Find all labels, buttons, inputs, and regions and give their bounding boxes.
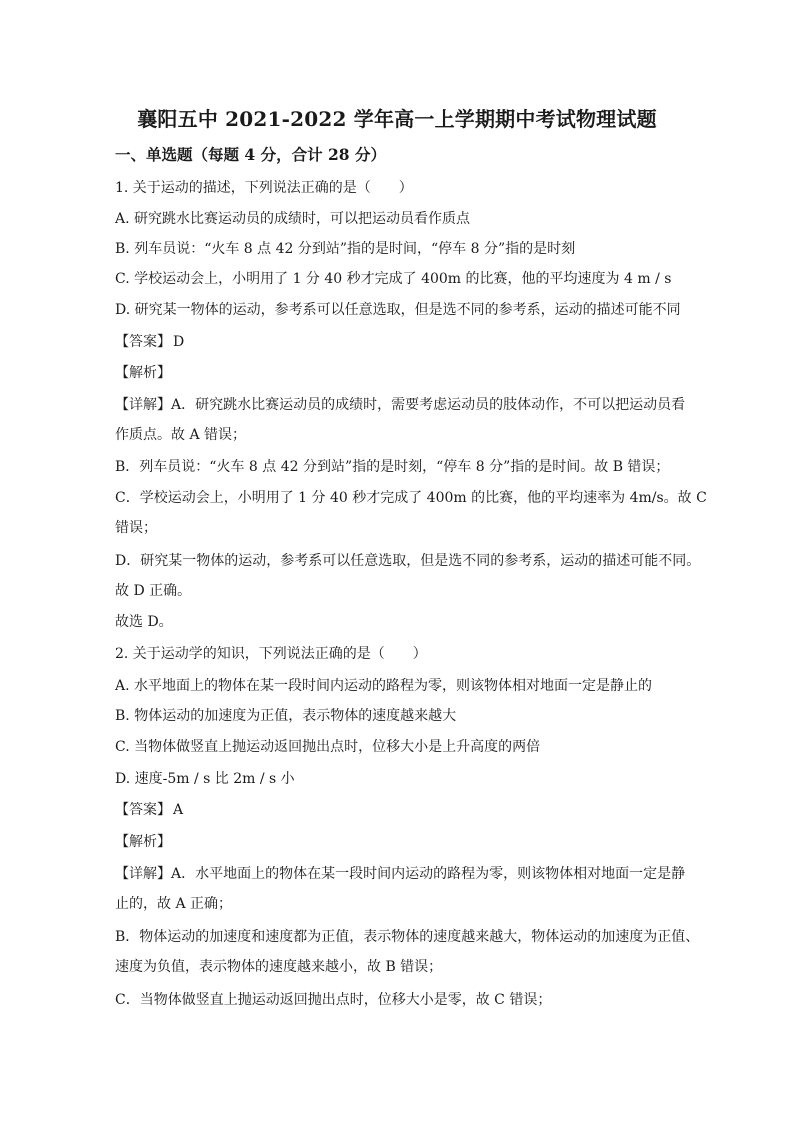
section-heading: 一、单选题（每题 4 分，合计 28 分） [115, 145, 386, 164]
question-2-analysis-tag: 【解析】 [115, 834, 171, 850]
question-1-detail-line: D．研究某一物体的运动，参考系可以任意选取，但是选不同的参考系，运动的描述可能不同。 [115, 553, 701, 569]
question-1-detail-line: 作质点。故 A 错误； [115, 427, 247, 443]
question-1-detail-line: 错误； [115, 520, 157, 536]
question-1-detail-line: 故 D 正确。 [115, 583, 192, 599]
page-title: 襄阳五中 2021-2022 学年高一上学期期中考试物理试题 [137, 107, 657, 131]
answer-value: D [173, 334, 185, 350]
question-1-detail-line: C．学校运动会上，小明用了 1 分 40 秒才完成了 400m 的比赛，他的平均速率为 4m/s。故 C [115, 490, 707, 506]
question-1-option-d: D. 研究某一物体的运动，参考系可以任意选取，但是选不同的参考系，运动的描述可能不同 [115, 302, 681, 318]
question-1-detail-line: 故选 D。 [115, 614, 173, 630]
question-2-detail-line: C．当物体做竖直上抛运动返回抛出点时，位移大小是零，故 C 错误； [115, 992, 552, 1008]
question-2-answer [115, 799, 183, 819]
question-2-option-a: A. 水平地面上的物体在某一段时间内运动的路程为零，则该物体相对地面一定是静止的 [115, 678, 653, 694]
answer-tag: 【答案】 [115, 334, 171, 350]
question-1-option-b: B. 列车员说：“火车 8 点 42 分到站”指的是时间，“停车 8 分”指的是时刻 [115, 241, 576, 257]
answer-tag: 【答案】 [115, 802, 171, 818]
question-1-stem: 1. 关于运动的描述，下列说法正确的是（ ） [115, 180, 413, 196]
question-2-detail-line: 速度为负值，表示物体的速度越来越小，故 B 错误； [115, 959, 443, 975]
question-1-detail-line: 【详解】A．研究跳水比赛运动员的成绩时，需要考虑运动员的肢体动作，不可以把运动员看 [115, 397, 686, 413]
question-2-detail-line: 止的，故 A 正确； [115, 896, 233, 912]
question-2-detail-line: 【详解】A．水平地面上的物体在某一段时间内运动的路程为零，则该物体相对地面一定是静 [115, 866, 686, 882]
answer-value: A [173, 802, 184, 818]
question-2-option-c: C. 当物体做竖直上抛运动返回抛出点时，位移大小是上升高度的两倍 [115, 739, 541, 755]
question-1-analysis-tag: 【解析】 [115, 365, 171, 381]
question-2-option-d: D. 速度-5m / s 比 2m / s 小 [115, 771, 295, 787]
question-1-detail-line: B．列车员说：“火车 8 点 42 分到站”指的是时刻，“停车 8 分”指的是时间。故 B 错误； [115, 459, 670, 475]
question-2-option-b: B. 物体运动的加速度为正值，表示物体的速度越来越大 [115, 708, 457, 724]
question-2-stem: 2. 关于运动学的知识，下列说法正确的是（ ） [115, 646, 427, 662]
question-1-answer [115, 331, 184, 351]
question-1-option-c: C. 学校运动会上，小明用了 1 分 40 秒才完成了 400m 的比赛，他的平均速度为 4 m / s [115, 271, 672, 287]
question-1-option-a: A. 研究跳水比赛运动员的成绩时，可以把运动员看作质点 [115, 211, 471, 227]
question-2-detail-line: B．物体运动的加速度和速度都为正值，表示物体的速度越来越大，物体运动的加速度为正值、 [115, 929, 700, 945]
